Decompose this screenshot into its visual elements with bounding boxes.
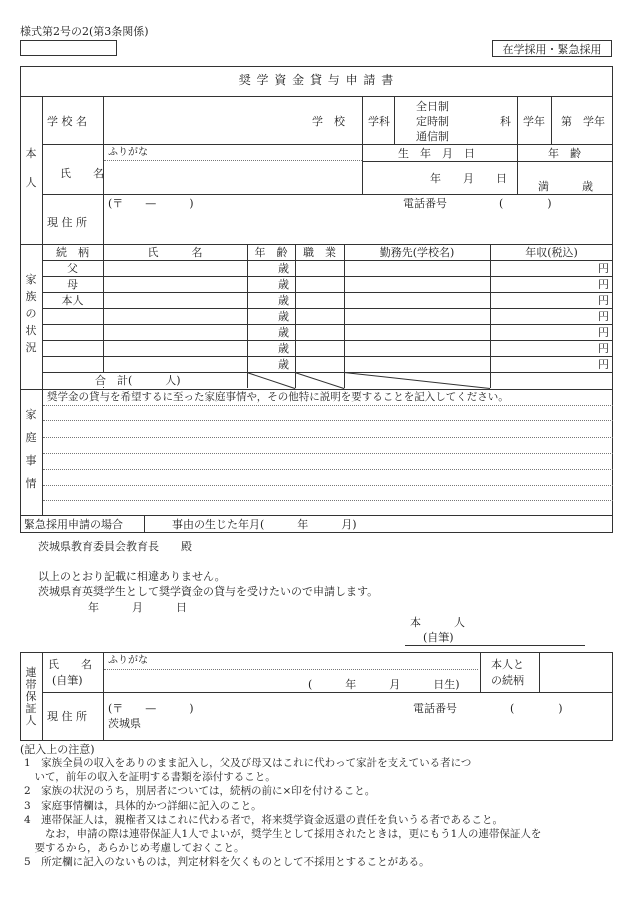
guarantor-name-label: 氏 名 bbox=[48, 658, 92, 671]
school-name-label: 学 校 名 bbox=[47, 115, 87, 128]
family-occupation-field[interactable] bbox=[296, 309, 343, 323]
birthdate-value: 年 月 日 bbox=[430, 172, 507, 185]
family-name-field[interactable] bbox=[104, 277, 246, 291]
family-header-3: 職 業 bbox=[303, 246, 336, 259]
family-name-field[interactable] bbox=[104, 357, 246, 371]
family-workplace-field[interactable] bbox=[345, 277, 489, 291]
guarantor-address-field[interactable] bbox=[150, 715, 609, 737]
family-occupation-field[interactable] bbox=[296, 277, 343, 291]
family-income-unit: 円 bbox=[598, 278, 609, 291]
category-label: 在学採用・緊急採用 bbox=[502, 43, 602, 56]
course-parttime: 定時制 bbox=[416, 115, 449, 128]
note-line: 4 連帯保証人は，親権者又はこれに代わる者で，将来奨学資金返還の責任を負いうる者であること。 bbox=[24, 813, 503, 826]
declaration-line-1: 以上のとおり記載に相違ありません。 bbox=[38, 570, 226, 583]
signer-label: 本 人 bbox=[410, 616, 465, 629]
age-value: 満 歳 bbox=[538, 180, 593, 193]
guarantor-handwritten: (自筆) bbox=[52, 674, 83, 687]
form-title: 奨 学 資 金 貸 与 申 請 書 bbox=[238, 73, 395, 87]
family-occupation-field[interactable] bbox=[296, 261, 343, 275]
family-header-2: 年 齢 bbox=[254, 246, 288, 259]
signer-handwritten: (自筆) bbox=[423, 631, 454, 644]
reference-number-field[interactable] bbox=[20, 40, 117, 56]
phone-value: ( ) bbox=[499, 197, 552, 210]
course-fulltime: 全日制 bbox=[416, 100, 449, 113]
family-total-label: 合 計( 人) bbox=[95, 374, 181, 387]
family-name-field[interactable] bbox=[104, 293, 246, 307]
department-label: 学科 bbox=[368, 115, 390, 128]
family-age-unit: 歳 bbox=[278, 358, 289, 371]
application-date: 年 月 日 bbox=[88, 601, 187, 614]
category-box bbox=[492, 40, 612, 57]
address-label: 現 住 所 bbox=[47, 216, 87, 229]
family-header-0: 続 柄 bbox=[56, 246, 89, 259]
family-age-unit: 歳 bbox=[278, 262, 289, 275]
note-line: 3 家庭事情欄は，具体的かつ詳細に記入のこと。 bbox=[24, 799, 262, 812]
family-workplace-field[interactable] bbox=[345, 357, 489, 371]
guarantor-relation-label-1: 本人と bbox=[491, 658, 524, 671]
guarantor-relation-field[interactable] bbox=[541, 654, 611, 690]
name-label: 氏 名 bbox=[60, 167, 104, 180]
family-workplace-field[interactable] bbox=[345, 261, 489, 275]
family-name-field[interactable] bbox=[104, 325, 246, 339]
note-line: 1 家族全員の収入をありのまま記入し，父及び母又はこれに代わって家計を支えている者につ bbox=[24, 757, 472, 769]
family-occupation-field[interactable] bbox=[296, 325, 343, 339]
note-line: 2 家族の状況のうち，別居者については，続柄の前に×印を付けること。 bbox=[24, 785, 376, 798]
family-name-field[interactable] bbox=[104, 261, 246, 275]
guarantor-section-label: 連 帯 保 証 人 bbox=[25, 666, 37, 727]
family-section-label: 家 族 の 状 況 bbox=[25, 273, 37, 354]
guarantor-phone-value: ( ) bbox=[510, 702, 563, 715]
guarantor-birthdate: ( 年 月 日生) bbox=[308, 678, 460, 691]
guarantor-phone-label: 電話番号 bbox=[413, 702, 457, 715]
family-income-unit: 円 bbox=[598, 326, 609, 339]
family-workplace-field[interactable] bbox=[345, 325, 489, 339]
birthdate-label: 生 年 月 日 bbox=[398, 147, 475, 160]
family-workplace-field[interactable] bbox=[345, 309, 489, 323]
circumstances-section-label: 家 庭 事 情 bbox=[25, 408, 37, 490]
family-header-4: 勤務先(学校名) bbox=[379, 246, 455, 259]
furigana-label: ふりがな bbox=[108, 147, 148, 158]
family-header-1: 氏 名 bbox=[147, 246, 203, 259]
guarantor-furigana: ふりがな bbox=[108, 655, 148, 666]
note-line: いて，前年の収入を証明する書類を添付すること。 bbox=[24, 771, 276, 784]
emergency-date-label: 事由の生じた年月( 年 月) bbox=[172, 518, 357, 531]
age-label: 年 齢 bbox=[548, 147, 581, 160]
family-relation: 本人 bbox=[61, 294, 84, 307]
family-relation: 父 bbox=[67, 262, 78, 275]
family-occupation-field[interactable] bbox=[296, 341, 343, 355]
family-occupation-field[interactable] bbox=[296, 357, 343, 371]
emergency-label: 緊急採用申請の場合 bbox=[24, 518, 123, 531]
note-line: 5 所定欄に記入のないものは，判定材料を欠くものとして不採用とすることがある。 bbox=[24, 856, 430, 869]
family-income-unit: 円 bbox=[598, 262, 609, 275]
family-age-unit: 歳 bbox=[278, 278, 289, 291]
family-age-unit: 歳 bbox=[278, 342, 289, 355]
applicant-address-field[interactable] bbox=[104, 210, 609, 242]
family-workplace-field[interactable] bbox=[345, 293, 489, 307]
emergency-date-field[interactable] bbox=[272, 516, 402, 532]
family-income-unit: 円 bbox=[598, 342, 609, 355]
declaration-line-2: 茨城県育英奨学生として奨学資金の貸与を受けたいので申請します。 bbox=[38, 585, 379, 598]
family-age-unit: 歳 bbox=[278, 326, 289, 339]
family-income-unit: 円 bbox=[598, 310, 609, 323]
applicant-signature-field[interactable] bbox=[470, 614, 585, 644]
notes-heading: (記入上の注意) bbox=[20, 743, 95, 756]
phone-label: 電話番号 bbox=[403, 197, 447, 210]
guarantor-relation-label-2: の続柄 bbox=[491, 674, 524, 687]
family-workplace-field[interactable] bbox=[345, 341, 489, 355]
applicant-section-label: 本 人 bbox=[25, 147, 37, 189]
course-correspondence: 通信制 bbox=[416, 130, 449, 143]
circumstances-instruction: 奨学金の貸与を希望するに至った家庭事情や，その他特に説明を要することを記入してください。 bbox=[47, 391, 509, 403]
family-name-field[interactable] bbox=[104, 341, 246, 355]
family-age-unit: 歳 bbox=[278, 294, 289, 307]
family-age-unit: 歳 bbox=[278, 310, 289, 323]
guarantor-prefecture: 茨城県 bbox=[108, 717, 141, 730]
family-name-field[interactable] bbox=[104, 309, 246, 323]
family-income-unit: 円 bbox=[598, 294, 609, 307]
note-line: 要するから，あらかじめ考慮しておくこと。 bbox=[24, 842, 245, 855]
circumstances-field[interactable] bbox=[44, 406, 610, 512]
family-income-unit: 円 bbox=[598, 358, 609, 371]
guarantor-postal: (〒 — ) bbox=[108, 702, 194, 715]
family-occupation-field[interactable] bbox=[296, 293, 343, 307]
family-header-5: 年収(税込) bbox=[525, 246, 578, 259]
applicant-postal: (〒 — ) bbox=[108, 197, 194, 210]
addressee: 茨城県教育委員会教育長 殿 bbox=[38, 540, 192, 553]
guarantor-address-label: 現 住 所 bbox=[47, 710, 87, 723]
applicant-name-field[interactable] bbox=[104, 162, 362, 194]
form-number: 様式第2号の2(第3条関係) bbox=[20, 25, 149, 38]
grade-value: 第 学年 bbox=[561, 115, 605, 128]
family-relation: 母 bbox=[67, 278, 78, 291]
department-suffix: 科 bbox=[500, 115, 511, 128]
school-suffix: 学 校 bbox=[312, 115, 345, 128]
note-line: なお，申請の際は連帯保証人1人でよいが，奨学生として採用されたときは，更にもう1人の連帯保証人を bbox=[24, 828, 542, 840]
grade-label: 学年 bbox=[523, 115, 545, 128]
